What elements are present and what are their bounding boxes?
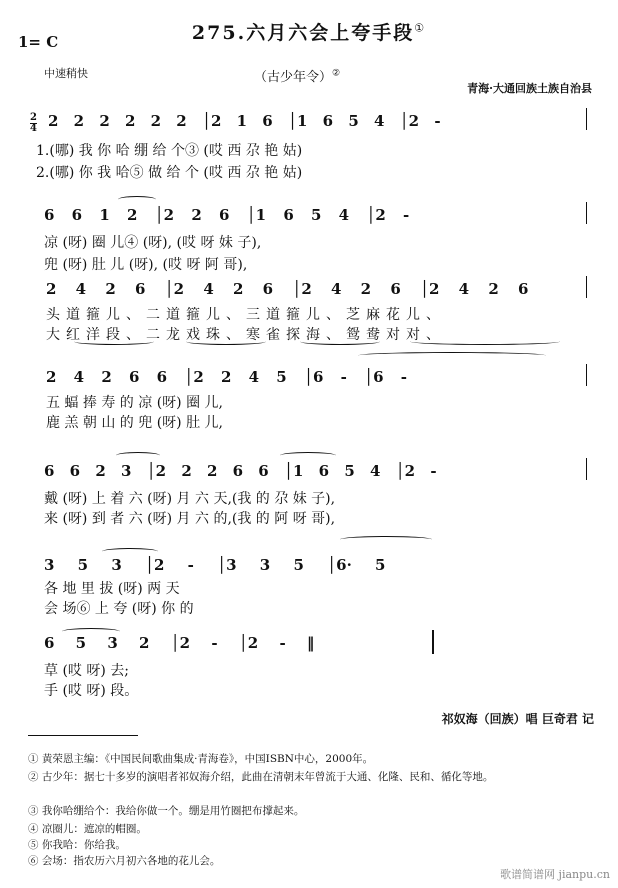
song-title: 275.六月六会上夸手段① [191, 21, 427, 44]
notes-line: 6 6 1 2 │2 2 6 │1 6 5 4 │2 - [44, 206, 410, 224]
lyric-line-verse1: 1.(哪) 我 你 哈 绷 给 个③ (哎 西 尕 艳 姑) [36, 143, 303, 159]
footnote: ② 古少年：据七十多岁的演唱者祁奴海介绍，此曲在清朝末年曾流于大通、化隆、民和、循化等地。 [28, 771, 494, 783]
barline [586, 458, 587, 480]
lyric-line-verse2: 会 场⑥ 上 夸 (呀) 你 的 [44, 601, 194, 617]
lyric-line-verse1: 五 蝠 捧 寿 的 凉 (呀) 圈 儿, [46, 395, 223, 411]
region-label: 青海·大通回族土族自治县 [467, 82, 592, 95]
lyric-line-verse2: 2.(哪) 你 我 哈⑤ 做 给 个 (哎 西 尕 艳 姑) [36, 165, 303, 181]
lyric-line-verse2: 手 (哎 呀) 段。 [44, 683, 139, 699]
tie [358, 352, 546, 359]
footnote: ⑤ 你我哈：你给我。 [28, 839, 126, 851]
watermark: 歌谱简谱网 jianpu.cn [500, 868, 610, 881]
lyric-line-verse1: 凉 (呀) 圈 儿④ (呀), (哎 呀 妹 子), [44, 235, 262, 251]
notes-line: 3 5 3 │2 - │3 3 5 │6· 5 [44, 556, 386, 574]
footnote: ④ 凉圈儿：遮凉的帽圈。 [28, 823, 147, 835]
slur [74, 338, 154, 345]
slur [280, 452, 336, 459]
tempo-marking: 中速稍快 [44, 67, 88, 80]
notes-line: 6 6 2 3 │2 2 2 6 6 │1 6 5 4 │2 - [44, 462, 437, 480]
barline [586, 364, 587, 386]
notes-line: 2 4 2 6 │2 4 2 6 │2 4 2 6 │2 4 2 6 [46, 280, 529, 298]
slur [410, 338, 560, 345]
notes-line: 2 4 2 6 6 │2 2 4 5 │6 - │6 - [46, 368, 408, 386]
lyric-line-verse2: 兜 (呀) 肚 儿 (呀), (哎 呀 阿 哥), [44, 257, 248, 273]
final-barline [432, 630, 434, 654]
footnote: ③ 我你哈绷给个：我给你做一个。绷是用竹圈把布撑起来。 [28, 805, 305, 817]
lyric-line-verse2: 鹿 羔 朝 山 的 兜 (呀) 肚 儿, [46, 415, 223, 431]
barline [586, 276, 587, 298]
slur [340, 536, 432, 543]
slur [186, 338, 266, 345]
key-signature: 1= C [18, 33, 59, 51]
performer-credit: 祁奴海（回族）唱 巨奇君 记 [441, 712, 594, 726]
slur [102, 548, 158, 555]
slur [118, 196, 156, 203]
lyric-line-verse2: 来 (呀) 到 者 六 (呀) 月 六 的,(我 的 阿 呀 哥), [44, 511, 336, 527]
notes-line: 2 2 2 2 2 2 │2 1 6 │1 6 5 4 │2 - [48, 112, 441, 130]
lyric-line-verse1: 各 地 里 拔 (呀) 两 天 [44, 581, 180, 597]
slur [300, 338, 380, 345]
slur [116, 452, 160, 459]
notes-line: 6 5 3 2 │2 - │2 - ‖ [44, 634, 315, 652]
lyric-line-verse1: 头道箍儿、二道箍儿、三道箍儿、芝麻花儿、 [46, 307, 446, 323]
footnote: ⑥ 会场：指农历六月初六各地的花儿会。 [28, 855, 221, 867]
barline [586, 108, 587, 130]
lyric-line-verse1: 草 (哎 呀) 去; [44, 663, 129, 679]
tune-name: （古少年令）② [254, 68, 341, 85]
lyric-line-verse1: 戴 (呀) 上 着 六 (呀) 月 六 天,(我 的 尕 妹 子), [44, 491, 336, 507]
footnote-divider [28, 735, 138, 736]
lyric-line-verse2: 大红洋段、二龙戏珠、寒雀探海、鸳鸯对对、 [46, 327, 446, 343]
time-signature: 2 4 [30, 112, 37, 134]
footnote: ① 黄荣恩主编：《中国民间歌曲集成·青海卷》，中国ISBN中心，2000年。 [28, 753, 374, 765]
barline [586, 202, 587, 224]
